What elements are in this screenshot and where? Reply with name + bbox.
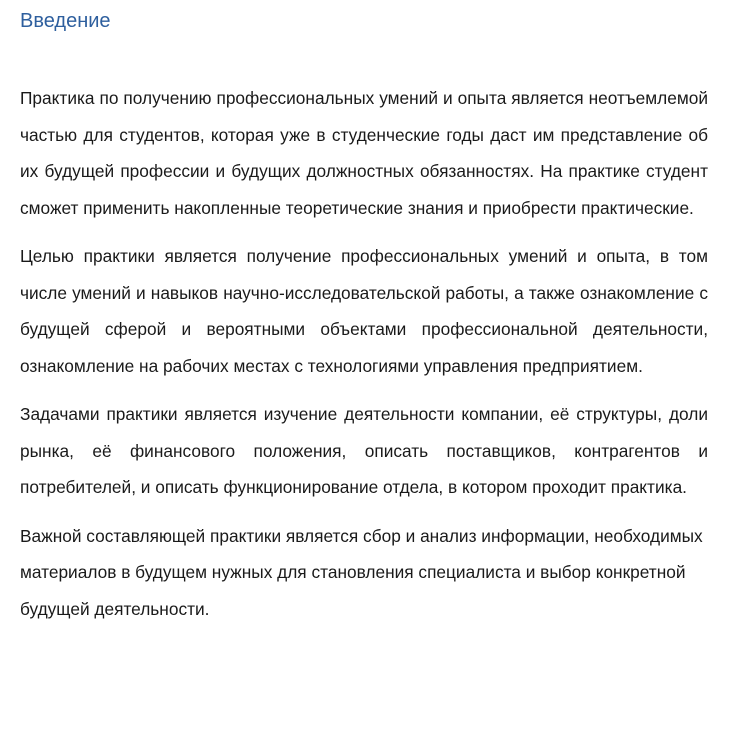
paragraph-tasks: Задачами практики является изучение деятельности компании, её структуры, доли рынка, её финансового положения, описать поставщиков, контрагентов и потребителей, и описать функционирование отдела, в котором проходит практика. — [20, 404, 708, 497]
paragraph-intro: Практика по получению профессиональных умений и опыта является неотъемлемой частью для студентов, которая уже в студенческие годы даст им представление об их будущей профессии и будущих должностных обязанностях. На практике студент сможет применить накопленные теоретические знания и приобрести практические. — [20, 88, 708, 218]
document-body — [20, 80, 708, 639]
section-heading: Введение — [20, 10, 111, 32]
paragraph-goal: Целью практики является получение профессиональных умений и опыта, в том числе умений и навыков научно-исследовательской работы, а также ознакомление с будущей сферой и вероятными объектами профессиональной деятельности, ознакомление на рабочих местах с технологиями управления предприятием. — [20, 246, 708, 376]
paragraph-important: Важной составляющей практики является сбор и анализ информации, необходимых материалов в будущем нужных для становления специалиста и выбор конкретной будущей деятельности. — [20, 525, 703, 619]
